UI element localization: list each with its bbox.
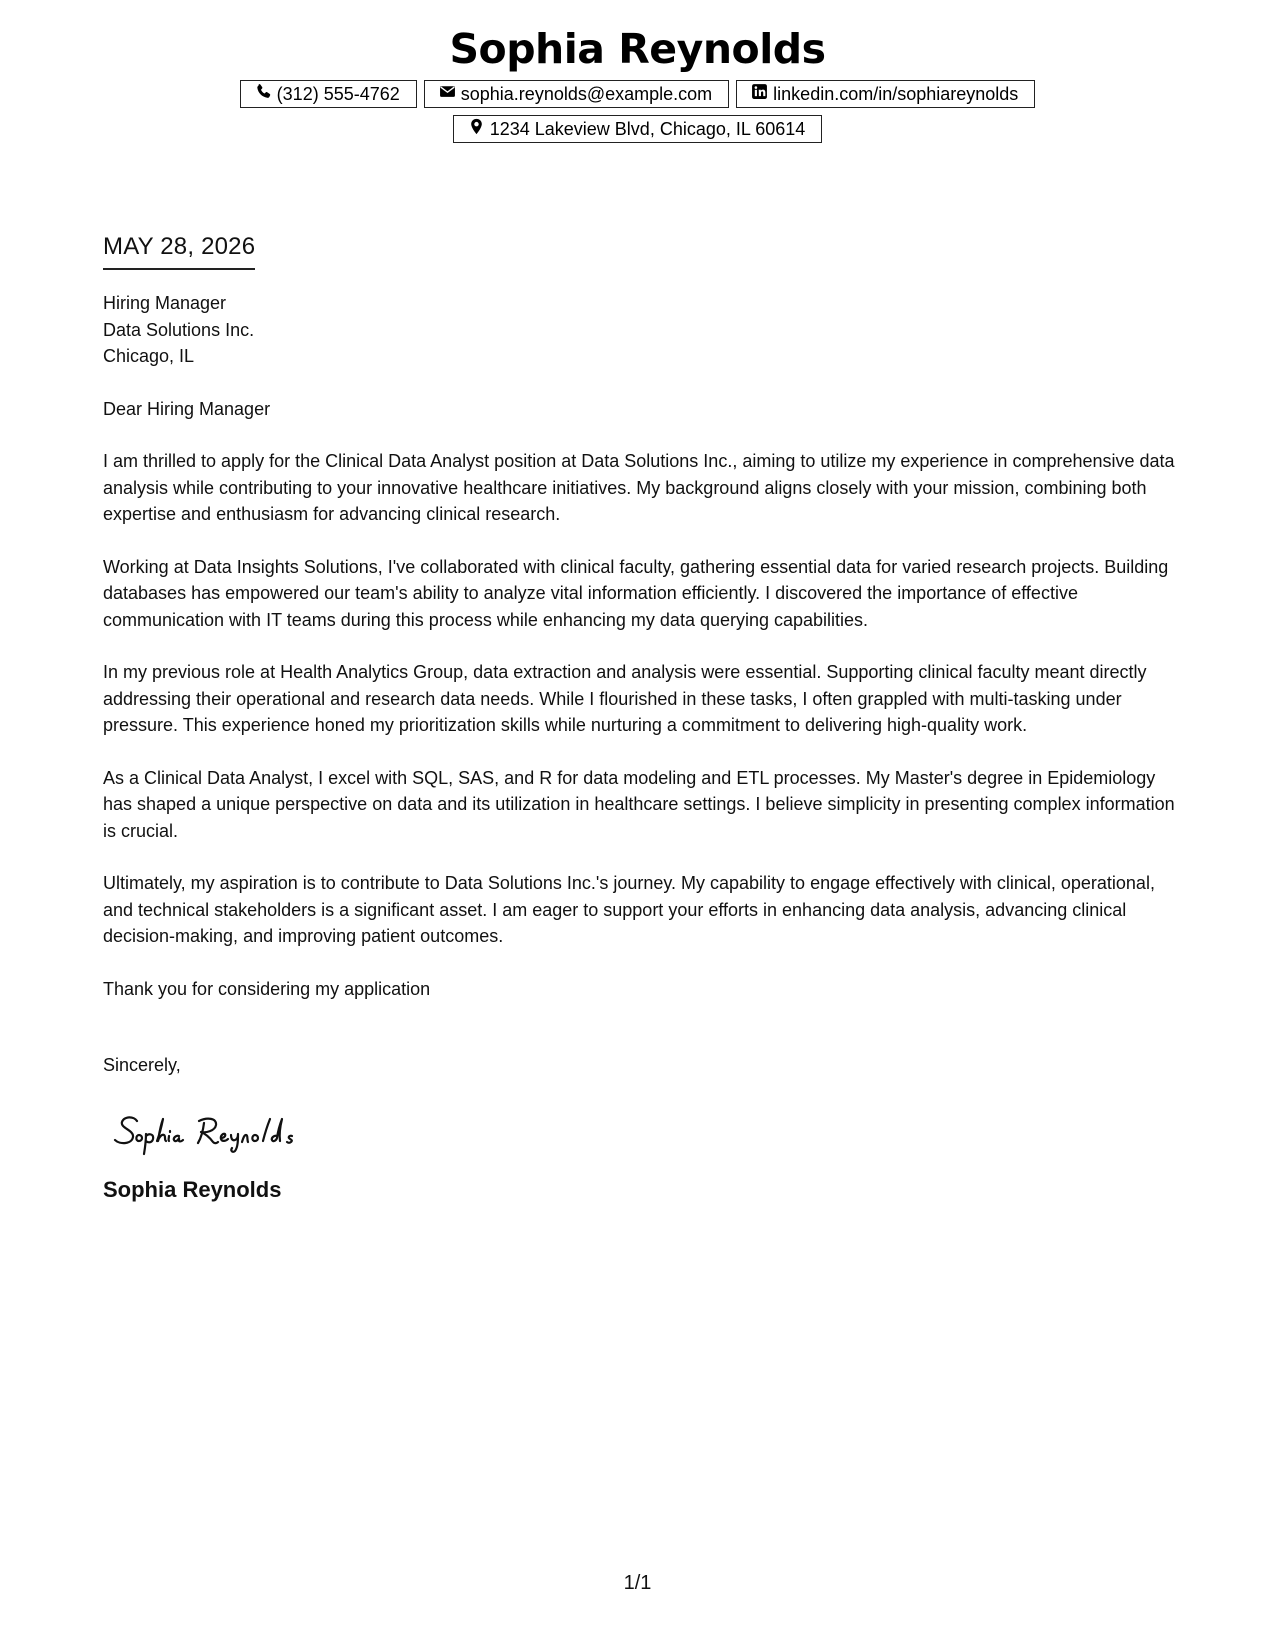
email-contact[interactable]: [424, 80, 729, 108]
handwritten-signature: [111, 1101, 1183, 1163]
page-number: 1/1: [623, 1572, 652, 1594]
contact-row-2: [0, 115, 1275, 143]
letter-body: [103, 232, 1183, 1203]
contact-row-1: [0, 80, 1275, 108]
body-paragraph: In my previous role at Health Analytics Group, data extraction and analysis were essential. Supporting clinical faculty meant directly addressing their operational and research data needs. While I flourished in these tasks, I often grappled with multi-tasking under pressure. This experience honed my prioritization skills while nurturing a commitment to delivering high-quality work.: [103, 662, 1147, 735]
recipient-line: Data Solutions Inc.: [103, 319, 255, 340]
body-paragraph: Ultimately, my aspiration is to contribute to Data Solutions Inc.'s journey. My capability to engage effectively with clinical, operational, and technical stakeholders is a significant asset. I am eager to support your efforts in enhancing data analysis, advancing clinical decision-making, and improving patient outcomes.: [103, 873, 1155, 946]
signoff: Sincerely,: [103, 1055, 181, 1075]
linkedin-icon: [751, 83, 768, 105]
recipient-block: [103, 290, 1183, 370]
closing-line: Thank you for considering my application: [103, 978, 431, 999]
map-marker-icon: [468, 118, 485, 140]
body-paragraph: Working at Data Insights Solutions, I've collaborated with clinical faculty, gathering essential data for varied research projects. Building databases has empowered our team's ability to analyze vital information efficiently. I discovered the importance of effective communication with IT teams during this process while enhancing my data querying capabilities.: [103, 556, 1169, 630]
phone-number: (312) 555-4762: [276, 83, 400, 104]
email-address: sophia.reynolds@example.com: [460, 83, 713, 104]
phone-contact[interactable]: [240, 80, 417, 108]
letter-date: MAY 28, 2026: [103, 232, 255, 270]
applicant-name: Sophia Reynolds: [449, 25, 826, 73]
linkedin-contact[interactable]: [736, 80, 1035, 108]
address-text: 1234 Lakeview Blvd, Chicago, IL 60614: [489, 118, 806, 139]
recipient-line: Chicago, IL: [103, 346, 195, 366]
linkedin-url: linkedin.com/in/sophiareynolds: [773, 83, 1019, 104]
envelope-icon: [439, 83, 456, 105]
signer-name: Sophia Reynolds: [103, 1176, 282, 1202]
salutation: Dear Hiring Manager: [103, 398, 271, 419]
body-paragraph: I am thrilled to apply for the Clinical Data Analyst position at Data Solutions Inc., aiming to utilize my experience in comprehensive data analysis while contributing to your innovative healthcare initiatives. My background aligns closely with your mission, combining both expertise and enthusiasm for advancing clinical research.: [103, 451, 1175, 524]
letter-header: [0, 22, 1275, 143]
recipient-line: Hiring Manager: [103, 293, 227, 313]
phone-icon: [255, 83, 272, 105]
body-paragraph: As a Clinical Data Analyst, I excel with SQL, SAS, and R for data modeling and ETL processes. My Master's degree in Epidemiology has shaped a unique perspective on data and its utilization in healthcare settings. I believe simplicity in presenting complex information is crucial.: [103, 767, 1175, 841]
address-contact: [453, 115, 823, 143]
